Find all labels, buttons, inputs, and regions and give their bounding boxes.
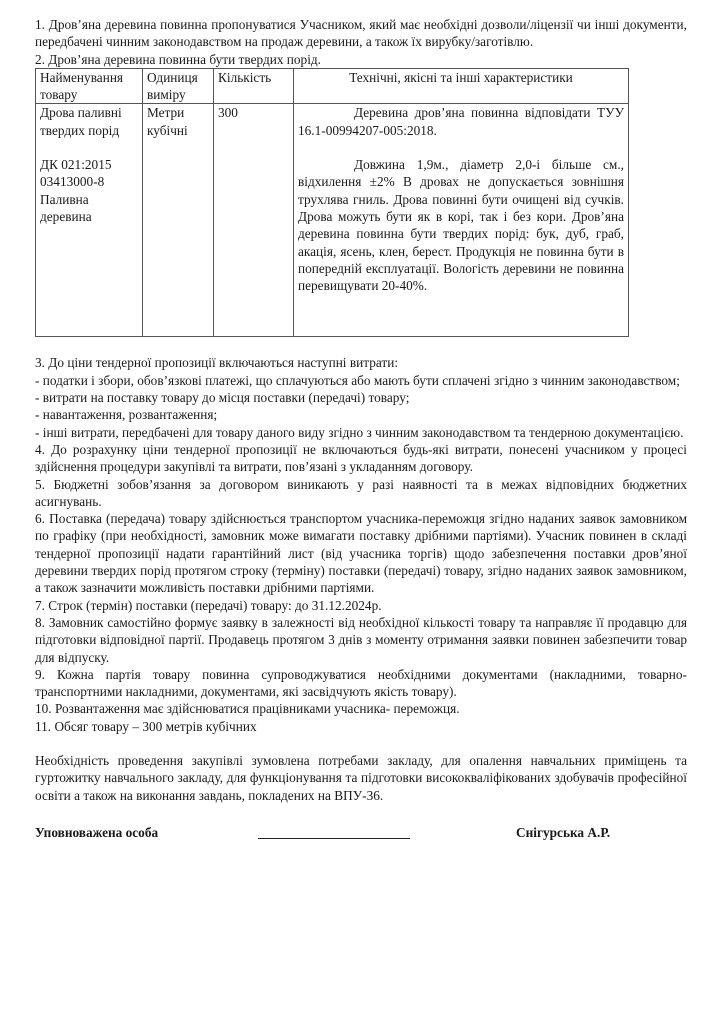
header-quantity: Кількість: [214, 68, 294, 104]
cell-unit: Метри кубічні: [143, 104, 214, 337]
cell-characteristics: [294, 104, 629, 337]
clause-3-item-taxes: - податки і збори, обов’язкові платежі, що сплачуються або мають бути сплачені згідно з чинним законодавством;: [35, 372, 680, 388]
header-unit: Одиниця виміру: [143, 68, 214, 104]
header-product-name: Найменування товару: [36, 68, 143, 104]
clause-3: 3. До ціни тендерної пропозиції включаються наступні витрати:: [35, 355, 399, 371]
table-row: [36, 104, 629, 337]
header-characteristics: Технічні, якісні та інші характеристики: [294, 68, 629, 104]
clause-4: 4. До розрахунку ціни тендерної пропозиції не включаються будь-які витрати, понесені учасником у процесі здійснення процедури закупівлі та витрати, пов’язані з укладанням договору.: [35, 441, 687, 475]
signatory-role: Уповноважена особа: [35, 824, 159, 840]
spec-standard: Деревина дров’яна повинна відповідати ТУУ 16.1-00994207-005:2018.: [298, 105, 624, 138]
signatory-name: Снігурська А.Р.: [516, 824, 611, 840]
clause-9: 9. Кожна партія товару повинна супроводжуватися необхідними документами (накладними, товарно-транспортними накладними, документами, які засвідчують якість товару).: [35, 666, 687, 700]
clause-7: 7. Строк (термін) поставки (передачі) товару: до 31.12.2024р.: [35, 597, 382, 613]
product-classifier: ДК 021:2015 03413000-8 Паливна деревина: [40, 157, 112, 224]
cell-quantity: 300: [214, 104, 294, 337]
clause-5: 5. Бюджетні зобов’язання за договором виникають у разі наявності та в межах відповідних бюджетних асигнувань.: [35, 476, 687, 509]
signature-block: [35, 824, 687, 844]
spec-details: Довжина 1,9м., діаметр 2,0-і більше см., відхилення ±2% В дровах не допускається зовнішня трухлява гниль. Дрова повинні бути очищені від сучків. Дрова можуть бути як в корі, так і без кори. Дров’яна деревина повинна бути твердих порід: бук, дуб, граб, акація, ясень, клен, берест. Продукція не повинна бути в попередній експлуатації. Вологість деревини не повинна перевищувати 20-40%.: [298, 157, 624, 294]
justification-paragraph: Необхідність проведення закупівлі зумовлена потребами закладу, для опалення навчальних приміщень та гуртожитку навчального закладу, для функціонування та підготовки висококваліфікованих здобувачів професійної освіти а також на виконання завдань, покладених на ВПУ-36.: [35, 753, 687, 803]
clause-3-item-other: - інші витрати, передбачені для товару даного виду згідно з чинним законодавством та тендерною документацією.: [35, 424, 684, 440]
clause-11: 11. Обсяг товару – 300 метрів кубічних: [35, 718, 257, 734]
clause-8: 8. Замовник самостійно формує заявку в залежності від необхідної кількості товару та направляє її продавцю для підготовки відповідної партії. Продавець протягом 3 днів з моменту отримання заявки повинен забезпечити товар для відпуску.: [35, 614, 687, 665]
document-page: [35, 16, 687, 844]
product-name: Дрова паливні твердих порід: [40, 105, 122, 138]
clause-6: 6. Поставка (передача) товару здійснюється транспортом учасника-переможця згідно наданих заявок замовником по графіку (при необхідності, замовник може вимагати поставку дрібними партіями). Учасник повинен в складі тендерної пропозиції надати гарантійний лист (від учасника торгів) щодо забезпечення поставки дров’яної деревини твердих порід протягом строку (терміну) поставки (передачі) товару, згідно наданих заявок замовником, а також зазначити можливість поставки дрібними партіями.: [35, 511, 687, 596]
signature-line: [258, 838, 410, 839]
specification-table: [35, 68, 629, 338]
clause-3-item-loading: - навантаження, розвантаження;: [35, 407, 218, 423]
cell-product-name: [36, 104, 143, 337]
table-header-row: [36, 68, 629, 104]
clause-1: 1. Дров’яна деревина повинна пропонуватися Учасником, який має необхідні дозволи/ліцензії чи інші документи, передбачені чинним законодавством на продаж деревини, а також їх вирубку/заготівлю.: [35, 17, 687, 50]
clause-2: 2. Дров’яна деревина повинна бути твердих порід.: [35, 51, 321, 67]
clause-3-item-delivery: - витрати на поставку товару до місця поставки (передачі) товару;: [35, 390, 410, 406]
clause-10: 10. Розвантаження має здійснюватися працівниками учасника- переможця.: [35, 701, 460, 717]
